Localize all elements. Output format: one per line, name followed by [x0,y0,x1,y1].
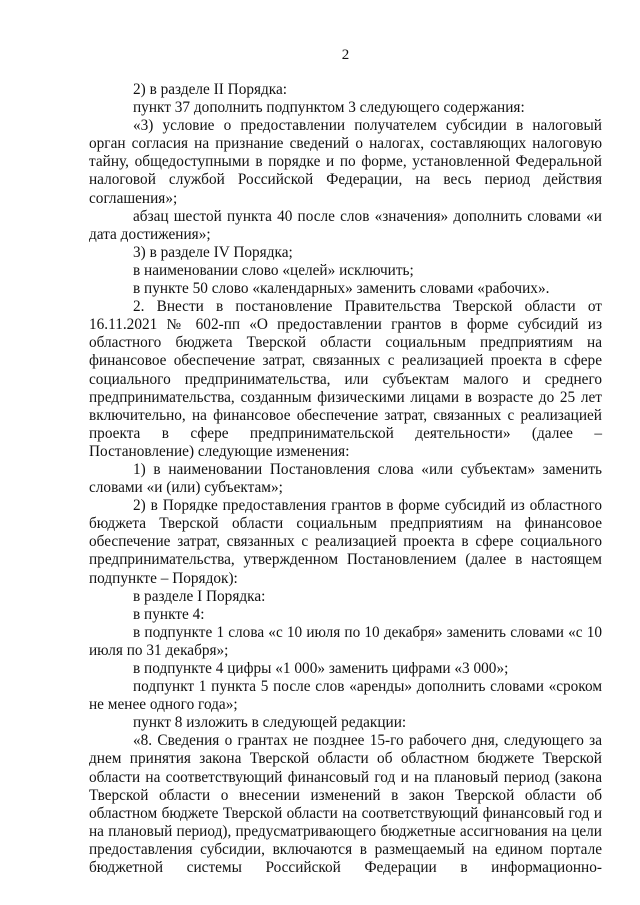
paragraph: подпункт 1 пункта 5 после слов «аренды» дополнить словами «сроком не менее одного года»; [89,678,602,714]
paragraph: 1) в наименовании Постановления слова «или субъектам» заменить словами «и (или) субъектам»; [89,460,602,497]
paragraph: в разделе I Порядка: [133,587,266,605]
page-number: 2 [341,47,350,63]
paragraph: в наименовании слово «целей» исключить; [133,261,414,279]
paragraph: «3) условие о предоставлении получателем субсидии в налоговый орган согласия на признание сведений о налогах, составляющих налоговую тайну, общедоступными в порядке и по форме, установленной Федеральной налоговой службой Российской Федерации, на весь период действия соглашения»; [89,117,602,207]
paragraph: 3) в разделе IV Порядка; [133,243,293,261]
paragraph: 2. Внести в постановление Правительства Тверской области от 16.11.2021 № 602-пп «О предоставлении грантов в форме субсидий из областного бюджета Тверской области социальным предприятиям на финансовое обеспечение затрат, связанных с реализацией проекта в сфере социального предпринимательства, или субъектам малого и среднего предпринимательства, созданным физическими лицами в возрасте до 25 лет включительно, на финансовое обеспечение затрат, связанных с реализацией проекта в сфере предпринимательской деятельности» (далее – Постановление) следующие изменения: [89,298,602,460]
paragraph: 2) в Порядке предоставления грантов в форме субсидий из областного бюджета Тверской области социальным предприятиям на финансовое обеспечение затрат, связанных с реализацией проекта в сфере социального предпринимательства, утвержденном Постановлением (далее в настоящем подпункте – Порядок): [89,497,602,587]
paragraph: в пункте 50 слово «календарных» заменить словами «рабочих». [133,280,550,298]
paragraph: в подпункте 1 слова «с 10 июля по 10 декабря» заменить словами «с 10 июля по 31 декабря»; [89,623,602,659]
document-body [89,81,602,877]
paragraph: абзац шестой пункта 40 после слов «значения» дополнить словами «и дата достижения»; [89,207,602,243]
paragraph: 2) в разделе II Порядка: [133,81,288,98]
paragraph: «8. Сведения о грантах не позднее 15-го рабочего дня, следующего за днем принятия закона Тверской области об областном бюджете Тверской области на соответствующий финансовый год и на плановый период (закона Тверской области о внесении изменений в закон Тверской области об областном бюджете Тверской области на соответствующий финансовый год и на плановый период), предусматривающего бюджетные ассигнования на цели предоставления субсидии, включаются в размещаемый на едином портале бюджетной системы Российской Федерации в информационно- [89,732,602,877]
paragraph: в пункте 4: [133,605,205,623]
paragraph: в подпункте 4 цифры «1 000» заменить цифрами «3 000»; [133,660,509,677]
paragraph: пункт 8 изложить в следующей редакции: [133,714,407,732]
paragraph: пункт 37 дополнить подпунктом 3 следующего содержания: [133,99,525,117]
